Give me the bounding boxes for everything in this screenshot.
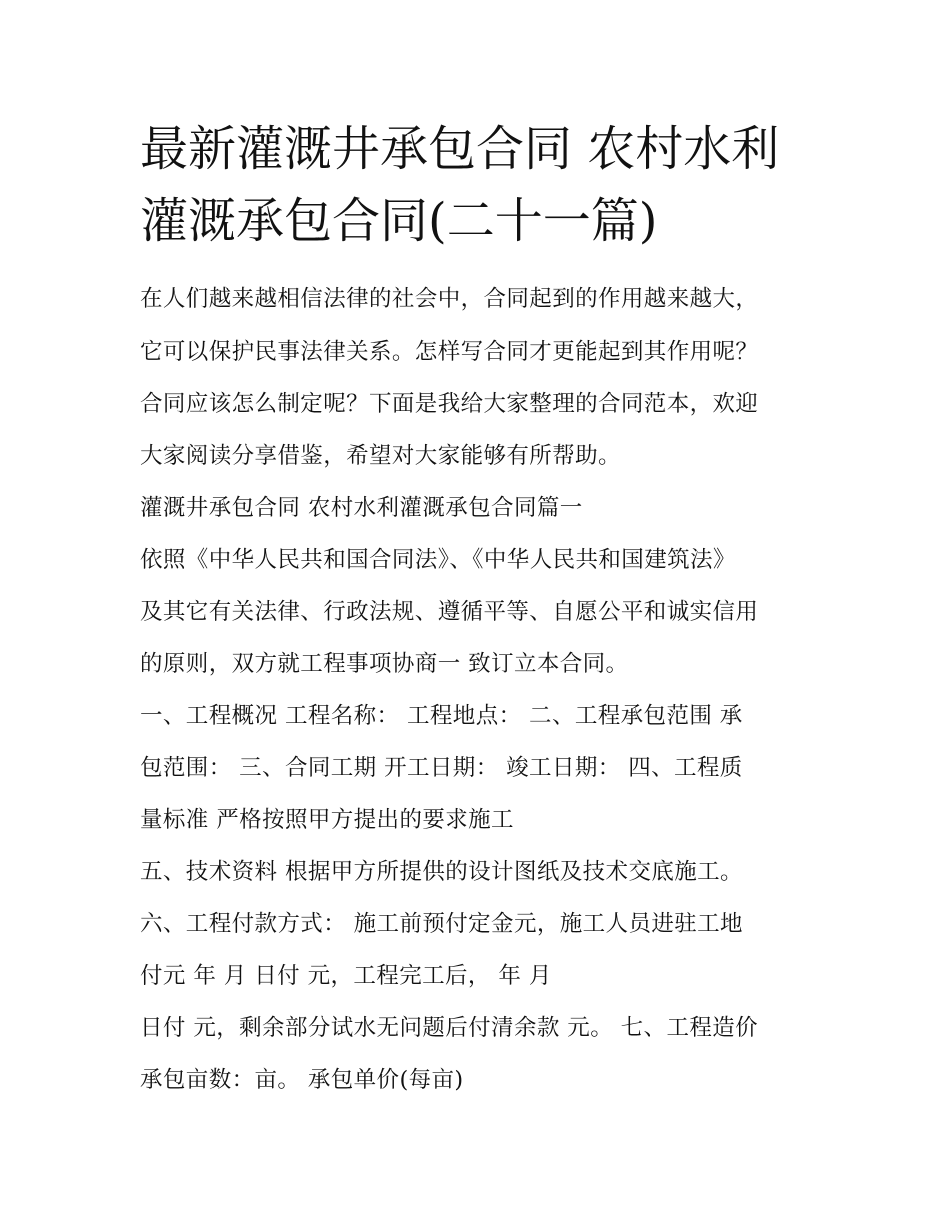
clause-line-9: 付元 年 月 日付 元，工程完工后， 年 月 (140, 963, 552, 989)
title-line-2: 灌溉承包合同(二十一篇) (140, 193, 658, 249)
clause-line-7: 五、技术资料 根据甲方所提供的设计图纸及技术交底施工。 (140, 859, 743, 885)
intro-line-3: 合同应该怎么制定呢？下面是我给大家整理的合同范本，欢迎 (140, 391, 759, 417)
clause-line-6: 量标准 严格按照甲方提出的要求施工 (140, 807, 514, 833)
intro-line-4: 大家阅读分享借鉴，希望对大家能够有所帮助。 (140, 443, 621, 469)
clause-line-8: 六、工程付款方式： 施工前预付定金元，施工人员进驻工地 (140, 911, 743, 937)
intro-line-1: 在人们越来越相信法律的社会中，合同起到的作用越来越大， (140, 286, 759, 312)
title-line-1: 最新灌溉井承包合同 农村水利 (140, 121, 780, 177)
clause-line-11: 承包亩数：亩。 承包单价(每亩) (140, 1067, 464, 1093)
clause-line-3: 的原则，双方就工程事项协商一 致订立本合同。 (140, 651, 629, 677)
section-heading: 灌溉井承包合同 农村水利灌溉承包合同篇一 (140, 495, 583, 521)
intro-line-2: 它可以保护民事法律关系。怎样写合同才更能起到其作用呢？ (140, 339, 759, 365)
clause-line-10: 日付 元，剩余部分试水无问题后付清余款 元。 七、工程造价 (140, 1015, 759, 1041)
clause-line-5: 包范围： 三、合同工期 开工日期： 竣工日期： 四、工程质 (140, 755, 743, 781)
document-title (140, 113, 830, 257)
clause-line-1: 依照《中华人民共和国合同法》、《中华人民共和国建筑法》 (140, 547, 736, 573)
clause-line-4: 一、工程概况 工程名称： 工程地点： 二、工程承包范围 承 (140, 703, 743, 729)
clause-line-2: 及其它有关法律、行政法规、遵循平等、自愿公平和诚实信用 (140, 599, 759, 625)
